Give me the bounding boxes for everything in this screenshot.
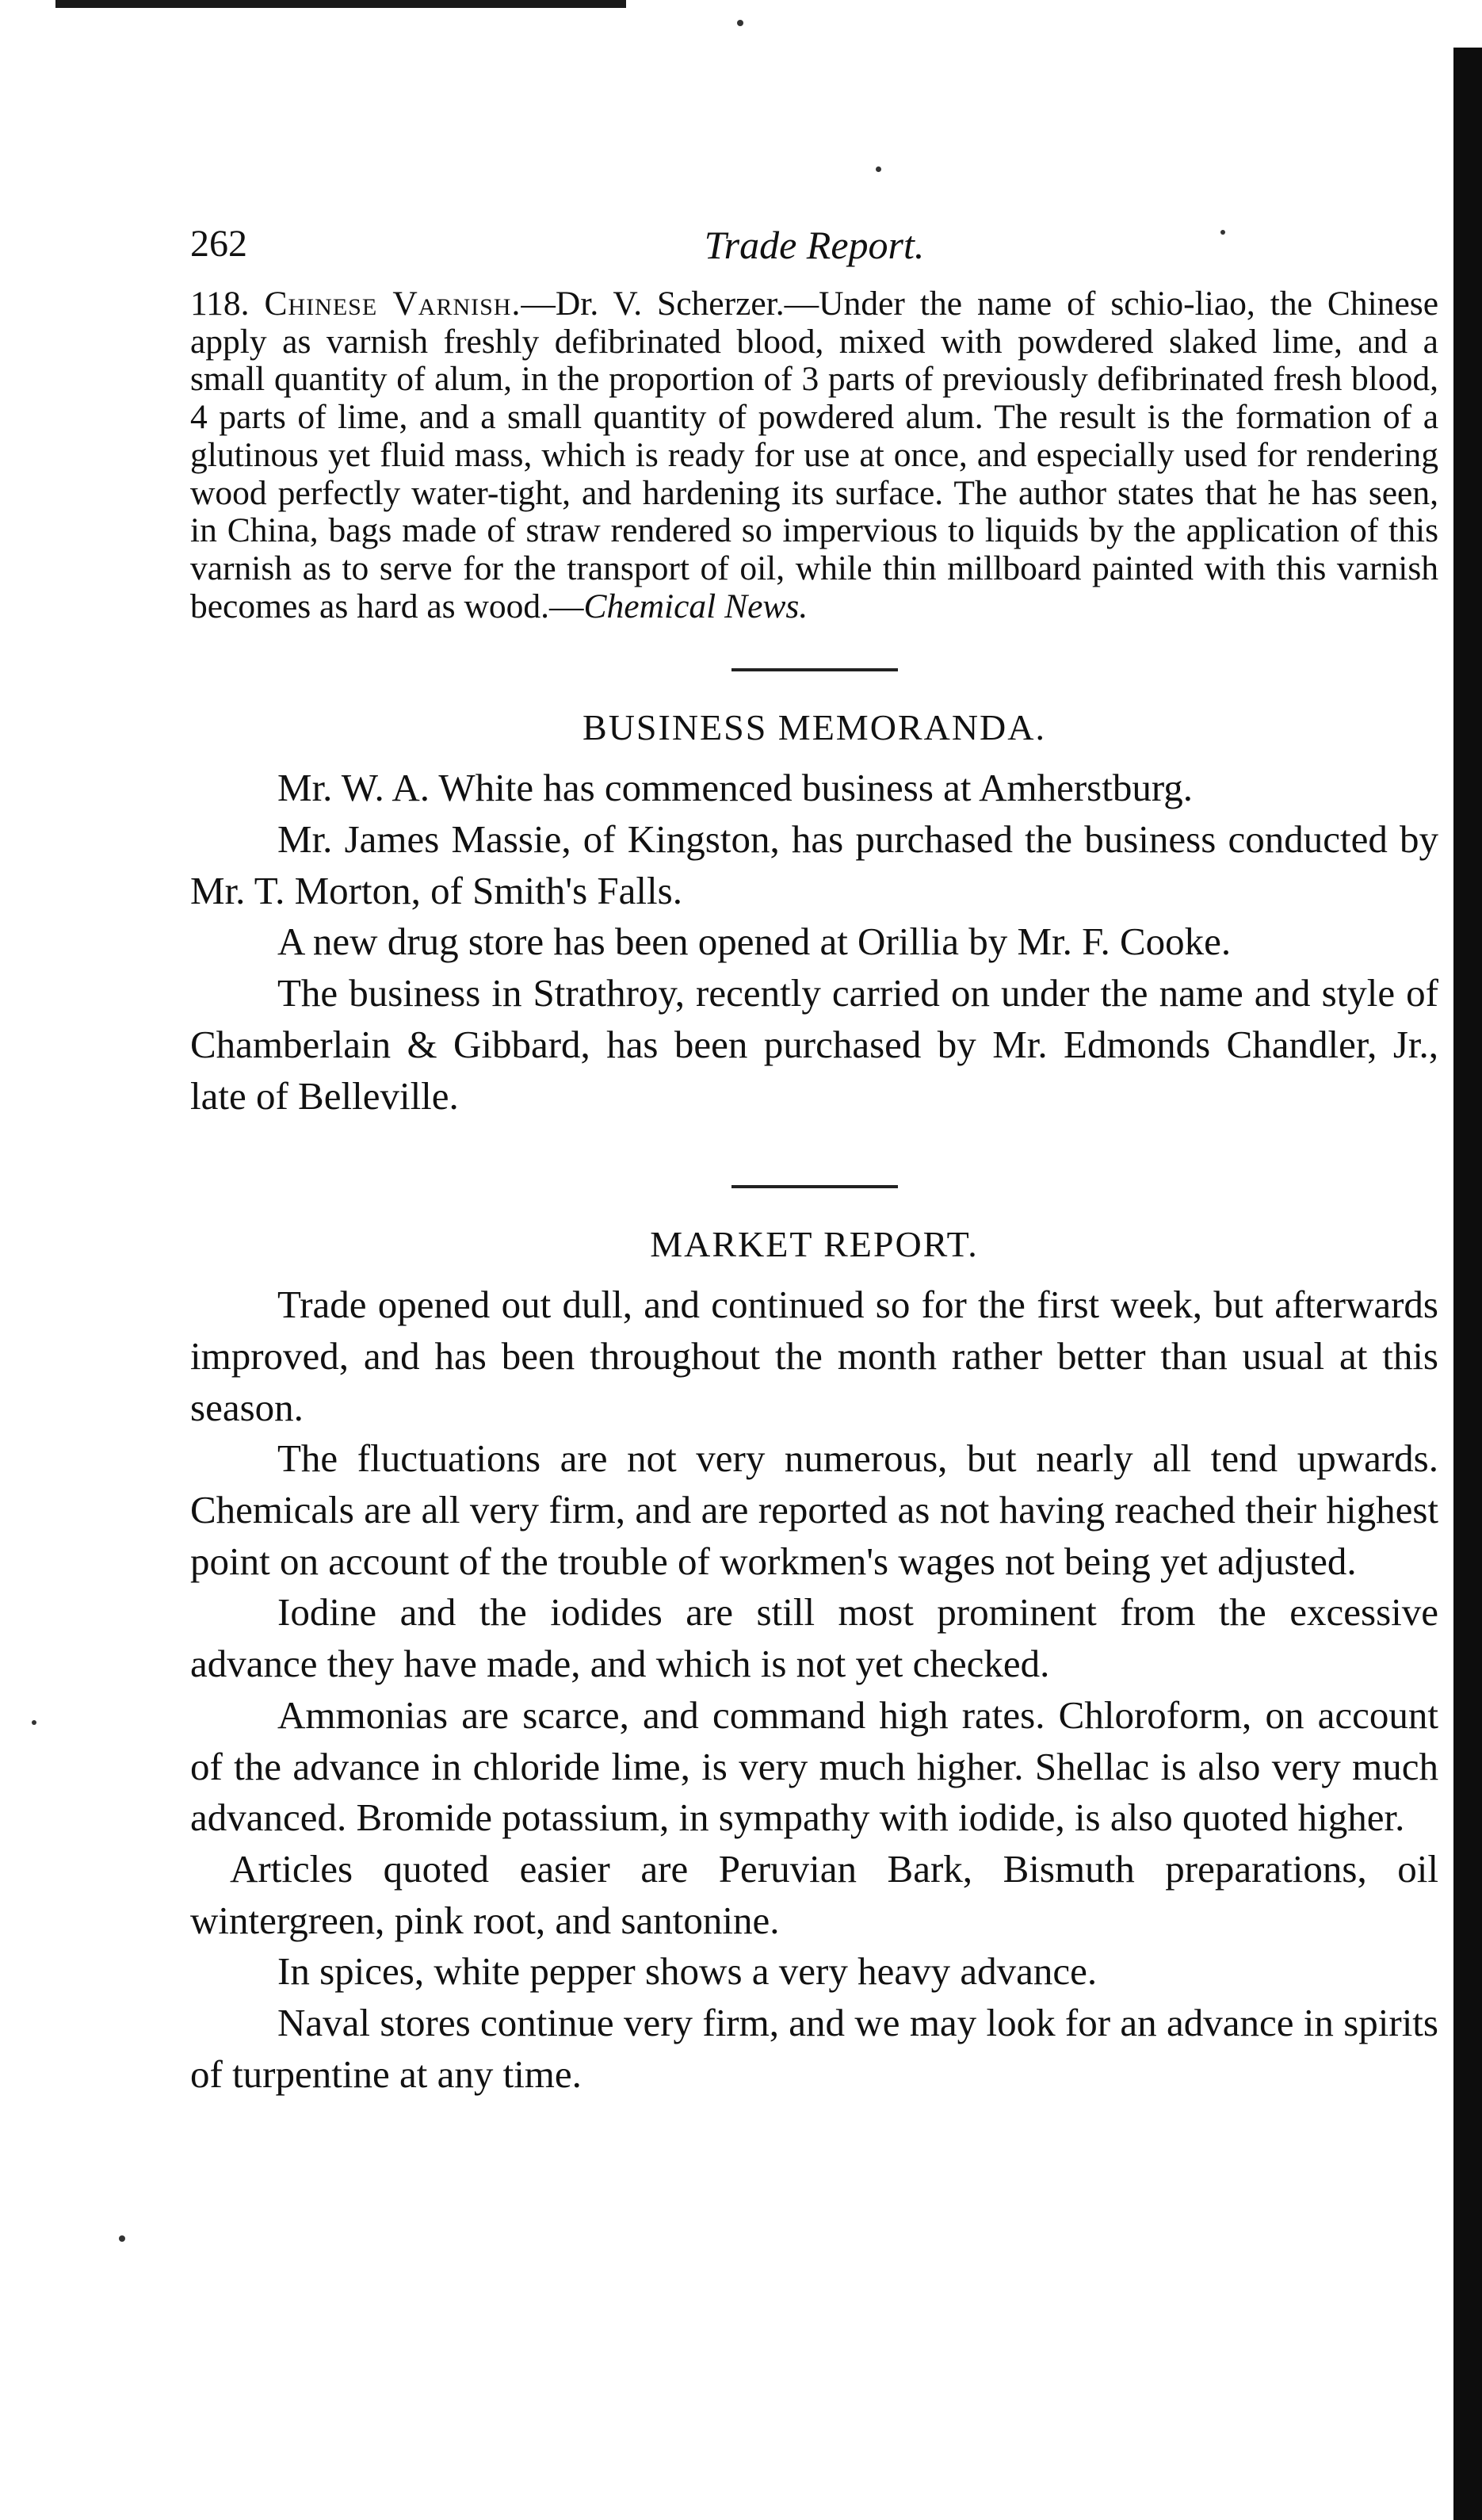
market-paragraph: In spices, white pepper shows a very heavy advance.: [277, 1949, 1098, 1994]
varnish-heading: Chinese Varnish.: [264, 285, 521, 323]
market-paragraph: Iodine and the iodides are still most prominent from the excessive advance they have made, and which is not yet checked.: [190, 1590, 1438, 1686]
varnish-number: 118.: [190, 285, 250, 323]
page-number: 262: [190, 223, 247, 265]
scan-speck: [119, 2235, 125, 2242]
varnish-paragraph: [190, 285, 1438, 625]
scan-speck: [737, 20, 743, 26]
scan-speck: [876, 166, 881, 172]
business-memoranda-title: BUSINESS MEMORANDA.: [582, 707, 1046, 748]
market-paragraph: Articles quoted easier are Peruvian Bark, Bismuth preparations, oil wintergreen, pink root, and santonine.: [190, 1846, 1438, 1942]
section-divider: [731, 668, 898, 671]
business-paragraph: Mr. James Massie, of Kingston, has purchased the business conducted by Mr. T. Morton, of Smith's Falls.: [190, 817, 1438, 912]
scan-top-bar: [55, 0, 626, 8]
business-paragraph: Mr. W. A. White has commenced business at Amherstburg.: [277, 766, 1194, 810]
varnish-body: Under the name of schio-liao, the Chinese apply as varnish freshly defibrinated blood, mixed with powdered slaked lime, and a small quantity of alum, in the proportion of 3 parts of previously defibrinated fresh blood, 4 parts of lime, and a small quantity of powdered alum. The result is the formation of a glutinous yet fluid mass, which is ready for use at once, and especially used for rendering wood perfectly water-tight, and hardening its surface. The author states that he has seen, in China, bags made of straw rendered so impervious to liquids by the application of this varnish as to serve for the transport of oil, while thin millboard painted with this varnish becomes as hard as wood.—: [190, 285, 1439, 625]
scan-right-edge: [1453, 48, 1482, 2520]
business-paragraph: A new drug store has been opened at Orillia by Mr. F. Cooke.: [277, 920, 1232, 964]
market-paragraph: Trade opened out dull, and continued so for the first week, but afterwards improved, and has been throughout the month rather better than usual at this season.: [190, 1283, 1438, 1429]
varnish-source: Chemical News.: [583, 587, 808, 625]
business-paragraph: The business in Strathroy, recently carried on under the name and style of Chamberlain & Gibbard, has been purchased by Mr. Edmonds Chandler, Jr., late of Belleville.: [190, 971, 1438, 1118]
market-paragraph: Ammonias are scarce, and command high rates. Chloroform, on account of the advance in chloride lime, is very much higher. Shellac is also very much advanced. Bromide potassium, in sympathy with iodide, is also quoted higher.: [190, 1692, 1438, 1840]
market-paragraph: The fluctuations are not very numerous, but nearly all tend upwards. Chemicals are all very firm, and are reported as not having reached their highest point on account of the trouble of workmen's wages not being yet adjusted.: [190, 1436, 1438, 1583]
market-paragraph: Naval stores continue very firm, and we may look for an advance in spirits of turpentine at any time.: [190, 2001, 1438, 2096]
section-divider: [731, 1185, 898, 1188]
running-head: [190, 222, 1438, 285]
running-title: Trade Report.: [704, 223, 925, 267]
scan-speck: [32, 1720, 36, 1725]
varnish-lead: —Dr. V. Scherzer.—: [521, 285, 819, 323]
market-report-title: MARKET REPORT.: [650, 1224, 979, 1265]
page-body: [190, 222, 1438, 2101]
